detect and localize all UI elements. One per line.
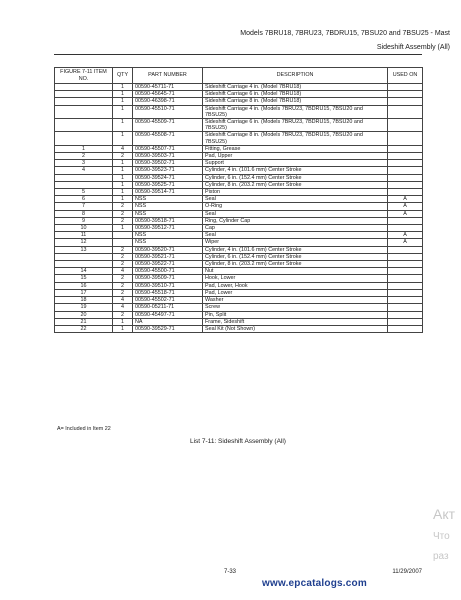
cell-description: Pin, Split (203, 311, 388, 318)
table-row (55, 91, 423, 98)
table-row (55, 210, 423, 217)
cell-used-on (388, 132, 423, 145)
cell-used-on (388, 275, 423, 282)
column-header-item-no: FIGURE 7-11 ITEM NO. (55, 68, 113, 84)
cell-item-no: 19 (55, 304, 113, 311)
cell-item-no: 15 (55, 275, 113, 282)
cell-qty: 1 (113, 181, 133, 188)
cell-used-on: A (388, 210, 423, 217)
table-row (55, 203, 423, 210)
cell-used-on: A (388, 203, 423, 210)
cell-description: Support (203, 160, 388, 167)
cell-qty: 1 (113, 105, 133, 118)
cell-description: Piston (203, 189, 388, 196)
table-row (55, 318, 423, 325)
cell-qty: 1 (113, 160, 133, 167)
table-row (55, 84, 423, 91)
cell-description: Cylinder, 8 in. (203.2 mm) Center Stroke (203, 261, 388, 268)
cell-description: Fitting, Grease (203, 145, 388, 152)
cell-qty: 4 (113, 268, 133, 275)
cell-qty: 1 (113, 325, 133, 332)
cell-used-on (388, 318, 423, 325)
cell-qty: 1 (113, 174, 133, 181)
cell-part-number: 00590-39521-71 (133, 253, 203, 260)
cell-item-no: 16 (55, 282, 113, 289)
table-row (55, 268, 423, 275)
cell-part-number: 00590-45510-71 (133, 105, 203, 118)
cell-description: Cylinder, 4 in. (101.6 mm) Center Stroke (203, 246, 388, 253)
cell-description: Cylinder, 6 in. (152.4 mm) Center Stroke (203, 174, 388, 181)
header-rule (54, 54, 422, 55)
cell-description: Seal (203, 210, 388, 217)
cell-description: Cylinder, 6 in. (152.4 mm) Center Stroke (203, 253, 388, 260)
cell-description: Ring, Cylinder Cap (203, 217, 388, 224)
cell-part-number: 00590-45711-71 (133, 84, 203, 91)
cell-qty: 2 (113, 203, 133, 210)
table-row (55, 289, 423, 296)
cell-used-on (388, 91, 423, 98)
cell-qty: 1 (113, 318, 133, 325)
cell-part-number: NSS (133, 210, 203, 217)
cell-qty: 1 (113, 119, 133, 132)
cell-used-on (388, 105, 423, 118)
cell-description: Cap (203, 225, 388, 232)
cell-part-number: 00590-46398-71 (133, 98, 203, 105)
column-header-description: DESCRIPTION (203, 68, 388, 84)
table-row (55, 167, 423, 174)
parts-table-body (55, 84, 423, 333)
cell-used-on (388, 225, 423, 232)
cell-item-no: 13 (55, 246, 113, 253)
cell-part-number: 00590-39518-71 (133, 217, 203, 224)
cell-part-number: 00590-05211-71 (133, 304, 203, 311)
cell-qty: 2 (113, 275, 133, 282)
cell-used-on (388, 119, 423, 132)
cell-part-number: 00590-45497-71 (133, 311, 203, 318)
table-row (55, 225, 423, 232)
cell-used-on (388, 289, 423, 296)
cell-description: Sideshift Carriage 8 in. (Model 7BRU18) (203, 98, 388, 105)
cell-used-on (388, 167, 423, 174)
cell-used-on (388, 304, 423, 311)
cell-description: Cylinder, 8 in. (203.2 mm) Center Stroke (203, 181, 388, 188)
table-row (55, 297, 423, 304)
cell-part-number: 00590-39502-71 (133, 160, 203, 167)
cell-qty: 2 (113, 253, 133, 260)
table-footnote: A= Included in Item 22 (57, 426, 111, 432)
cell-used-on (388, 261, 423, 268)
cell-part-number: 00590-45509-71 (133, 119, 203, 132)
cell-description: Pad, Lower (203, 289, 388, 296)
cell-qty: 2 (113, 246, 133, 253)
cell-qty: 1 (113, 132, 133, 145)
cell-description: Wiper (203, 239, 388, 246)
cell-item-no: 9 (55, 217, 113, 224)
cell-part-number: 00590-45518-71 (133, 289, 203, 296)
cell-item-no (55, 253, 113, 260)
table-row (55, 181, 423, 188)
cell-description: Hook, Lower (203, 275, 388, 282)
cell-item-no (55, 261, 113, 268)
cell-item-no: 6 (55, 196, 113, 203)
cell-used-on (388, 311, 423, 318)
table-row (55, 145, 423, 152)
cell-used-on (388, 217, 423, 224)
activation-overlay-line-2: Что (433, 531, 450, 542)
cell-used-on (388, 253, 423, 260)
cell-qty: 4 (113, 304, 133, 311)
cell-description: Frame, Sideshift (203, 318, 388, 325)
cell-part-number: 00590-39523-71 (133, 167, 203, 174)
cell-used-on (388, 160, 423, 167)
cell-part-number: NA (133, 318, 203, 325)
cell-description: Seal (203, 196, 388, 203)
cell-used-on (388, 268, 423, 275)
cell-item-no: 3 (55, 160, 113, 167)
cell-item-no (55, 174, 113, 181)
cell-description: Pad, Upper (203, 153, 388, 160)
cell-used-on (388, 189, 423, 196)
cell-item-no: 11 (55, 232, 113, 239)
cell-item-no (55, 84, 113, 91)
cell-qty: 2 (113, 210, 133, 217)
cell-part-number: 00590-45508-71 (133, 132, 203, 145)
cell-qty: 2 (113, 289, 133, 296)
cell-item-no: 4 (55, 167, 113, 174)
cell-part-number: 00590-39512-71 (133, 225, 203, 232)
cell-used-on (388, 153, 423, 160)
cell-item-no (55, 119, 113, 132)
table-row (55, 282, 423, 289)
cell-item-no (55, 98, 113, 105)
table-row (55, 153, 423, 160)
page-number: 7-33 (224, 569, 237, 575)
table-row (55, 325, 423, 332)
cell-part-number: 00590-39520-71 (133, 246, 203, 253)
table-row (55, 261, 423, 268)
cell-part-number: NSS (133, 196, 203, 203)
cell-description: Nut (203, 268, 388, 275)
cell-part-number: 00590-39514-71 (133, 189, 203, 196)
cell-qty: 1 (113, 196, 133, 203)
cell-qty (113, 232, 133, 239)
table-row (55, 232, 423, 239)
cell-used-on: A (388, 196, 423, 203)
activation-overlay-line-1: Акт (433, 506, 456, 522)
cell-qty: 2 (113, 311, 133, 318)
cell-used-on (388, 246, 423, 253)
cell-used-on (388, 181, 423, 188)
cell-item-no: 22 (55, 325, 113, 332)
table-row (55, 246, 423, 253)
list-caption: List 7-11: Sideshift Assembly (All) (190, 438, 286, 445)
cell-item-no (55, 91, 113, 98)
cell-used-on (388, 98, 423, 105)
cell-part-number: 00590-39529-71 (133, 325, 203, 332)
table-row (55, 98, 423, 105)
table-row (55, 196, 423, 203)
page-date: 11/29/2007 (392, 569, 422, 575)
cell-used-on (388, 325, 423, 332)
cell-item-no (55, 105, 113, 118)
cell-part-number: 00590-45507-71 (133, 145, 203, 152)
column-header-used-on: USED ON (388, 68, 423, 84)
cell-description: Sideshift Carriage 8 in. (Models 7BRU23, 7BDRU15, 7BSU20 and 7BSU25) (203, 132, 388, 145)
cell-part-number: NSS (133, 239, 203, 246)
cell-item-no: 1 (55, 145, 113, 152)
cell-item-no: 21 (55, 318, 113, 325)
cell-description: Pad, Lower, Hook (203, 282, 388, 289)
table-row (55, 119, 423, 132)
watermark-text: www.epcatalogs.com (262, 578, 367, 589)
cell-used-on: A (388, 239, 423, 246)
cell-qty: 1 (113, 98, 133, 105)
cell-description: Washer (203, 297, 388, 304)
cell-qty: 4 (113, 297, 133, 304)
cell-used-on (388, 282, 423, 289)
table-row (55, 311, 423, 318)
cell-description: Cylinder, 4 in. (101.6 mm) Center Stroke (203, 167, 388, 174)
cell-description: Seal (203, 232, 388, 239)
table-row (55, 217, 423, 224)
cell-item-no: 12 (55, 239, 113, 246)
activation-overlay-line-3: раз (433, 551, 449, 562)
cell-item-no: 8 (55, 210, 113, 217)
cell-qty: 2 (113, 217, 133, 224)
cell-qty: 2 (113, 261, 133, 268)
table-row (55, 253, 423, 260)
cell-used-on: A (388, 232, 423, 239)
cell-qty: 1 (113, 167, 133, 174)
cell-item-no: 18 (55, 297, 113, 304)
cell-qty: 2 (113, 282, 133, 289)
parts-table (54, 67, 423, 333)
cell-description: Sideshift Carriage 6 in. (Models 7BRU23, 7BDRU15, 7BSU20 and 7BSU25) (203, 119, 388, 132)
cell-description: O-Ring (203, 203, 388, 210)
table-row (55, 304, 423, 311)
cell-description: Sideshift Carriage 4 in. (Models 7BRU23, 7BDRU15, 7BSU20 and 7BSU25) (203, 105, 388, 118)
cell-qty: 1 (113, 225, 133, 232)
cell-part-number: 00590-45645-71 (133, 91, 203, 98)
cell-description: Screw (203, 304, 388, 311)
cell-qty: 1 (113, 189, 133, 196)
table-row (55, 174, 423, 181)
table-row (55, 105, 423, 118)
cell-part-number: 00590-45502-71 (133, 297, 203, 304)
cell-used-on (388, 145, 423, 152)
cell-used-on (388, 84, 423, 91)
table-row (55, 160, 423, 167)
cell-description: Seal Kit (Not Shown) (203, 325, 388, 332)
cell-item-no: 2 (55, 153, 113, 160)
cell-item-no: 20 (55, 311, 113, 318)
table-row (55, 189, 423, 196)
cell-part-number: 00590-39509-71 (133, 275, 203, 282)
cell-qty: 1 (113, 91, 133, 98)
cell-item-no (55, 132, 113, 145)
cell-part-number: 00590-39510-71 (133, 282, 203, 289)
cell-description: Sideshift Carriage 4 in. (Model 7BRU18) (203, 84, 388, 91)
cell-part-number: 00590-39524-71 (133, 174, 203, 181)
cell-part-number: 00590-45500-71 (133, 268, 203, 275)
cell-item-no: 17 (55, 289, 113, 296)
cell-qty: 4 (113, 145, 133, 152)
cell-item-no: 14 (55, 268, 113, 275)
cell-qty (113, 239, 133, 246)
table-row (55, 239, 423, 246)
table-row (55, 132, 423, 145)
cell-used-on (388, 297, 423, 304)
cell-item-no: 10 (55, 225, 113, 232)
cell-part-number: 00590-39522-71 (133, 261, 203, 268)
cell-part-number: NSS (133, 203, 203, 210)
cell-part-number: 00590-39525-71 (133, 181, 203, 188)
cell-item-no: 7 (55, 203, 113, 210)
cell-qty: 2 (113, 153, 133, 160)
column-header-part-number: PART NUMBER (133, 68, 203, 84)
column-header-qty: QTY (113, 68, 133, 84)
cell-item-no (55, 181, 113, 188)
table-row (55, 275, 423, 282)
document-title: Models 7BRU18, 7BRU23, 7BDRU15, 7BSU20 and 7BSU25 - Mast (240, 30, 450, 37)
section-title: Sideshift Assembly (All) (376, 44, 450, 51)
cell-part-number: 00590-39503-71 (133, 153, 203, 160)
cell-item-no: 5 (55, 189, 113, 196)
cell-description: Sideshift Carriage 6 in. (Model 7BRU18) (203, 91, 388, 98)
table-header-row (55, 68, 423, 84)
cell-used-on (388, 174, 423, 181)
cell-part-number: NSS (133, 232, 203, 239)
cell-qty: 1 (113, 84, 133, 91)
